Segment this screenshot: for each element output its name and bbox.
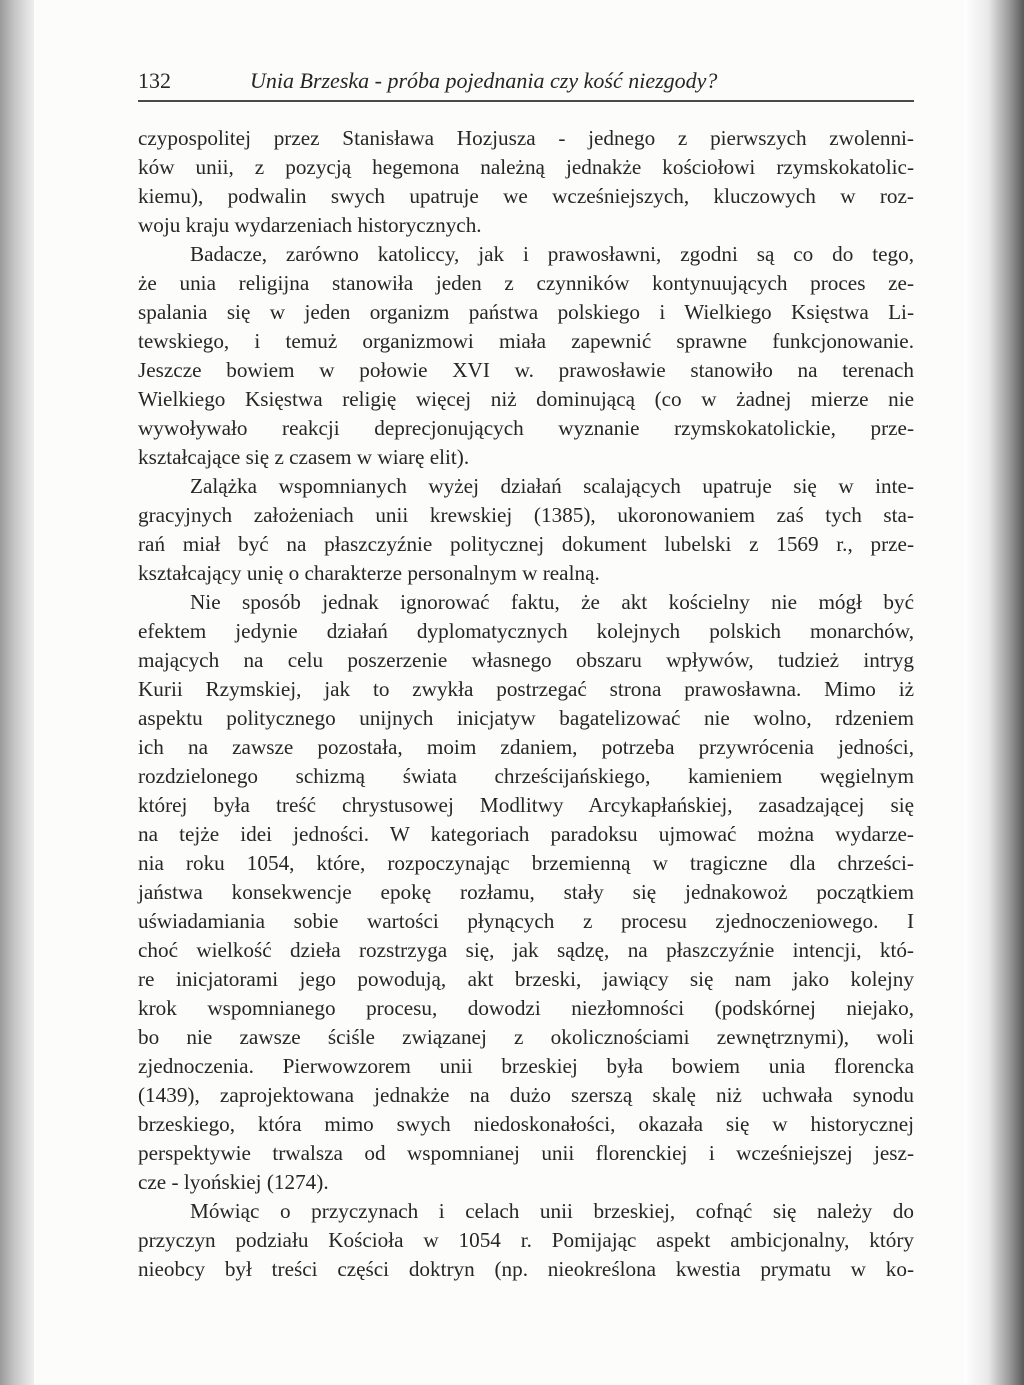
text-line: Zalążka wspomnianych wyżej działań scalających upatruje się w inte-	[190, 474, 914, 498]
text-line: której była treść chrystusowej Modlitwy Arcykapłańskiej, zasadzającej się	[138, 793, 914, 817]
text-line: kiemu), podwalin swych upatruje we wcześniejszych, kluczowych w roz-	[138, 184, 914, 208]
text-line: perspektywie trwalsza od wspomnianej unii florenckiej i wcześniejszej jesz-	[138, 1141, 914, 1165]
page-number: 132	[138, 68, 171, 93]
text-line: kształcający unię o charakterze personalnym w realną.	[138, 561, 600, 585]
page-edge-shadow-right	[964, 0, 1024, 1385]
text-line: spalania się w jeden organizm państwa polskiego i Wielkiego Księstwa Li-	[138, 300, 914, 324]
text-line: zjednoczenia. Pierwowzorem unii brzeskiej była bowiem unia florencka	[138, 1054, 914, 1078]
text-line: ich na zawsze pozostała, moim zdaniem, potrzeba przywrócenia jedności,	[138, 735, 914, 759]
text-line: gracyjnych założeniach unii krewskiej (1385), ukoronowaniem zaś tych sta-	[138, 503, 914, 527]
text-line: na tejże idei jedności. W kategoriach paradoksu ujmować można wydarze-	[138, 822, 914, 846]
text-line: przyczyn podziału Kościoła w 1054 r. Pomijając aspekt ambicjonalny, który	[138, 1228, 914, 1252]
text-line: wywoływało reakcji deprecjonujących wyznanie rzymskokatolickie, prze-	[138, 416, 914, 440]
binding-shadow-left	[0, 0, 34, 1385]
text-line: że unia religijna stanowiła jeden z czynników kontynuujących proces ze-	[138, 271, 914, 295]
text-line: kształcające się z czasem w wiarę elit).	[138, 445, 470, 469]
text-line: Kurii Rzymskiej, jak to zwykła postrzegać strona prawosławna. Mimo iż	[138, 677, 914, 701]
text-line: rań miał być na płaszczyźnie politycznej dokument lubelski z 1569 r., prze-	[138, 532, 914, 556]
text-line: jaństwa konsekwencje epokę rozłamu, stały się jednakowoż początkiem	[138, 880, 914, 904]
text-line: choć wielkość dzieła rozstrzyga się, jak sądzę, na płaszczyźnie intencji, któ-	[138, 938, 914, 962]
text-line: bo nie zawsze ściśle związanej z okolicznościami zewnętrznymi), woli	[138, 1025, 914, 1049]
text-line: brzeskiego, która mimo swych niedoskonałości, okazała się w historycznej	[138, 1112, 914, 1136]
text-line: tewskiego, i temuż organizmowi miała zapewnić sprawne funkcjonowanie.	[138, 329, 914, 353]
text-line: efektem jedynie działań dyplomatycznych kolejnych polskich monarchów,	[138, 619, 914, 643]
text-line: nieobcy był treści części doktryn (np. nieokreślona kwestia prymatu w ko-	[138, 1257, 914, 1281]
body-text	[138, 124, 914, 1284]
text-line: uświadamiania sobie wartości płynących z procesu zjednoczeniowego. I	[138, 909, 914, 933]
header-rule	[138, 100, 914, 102]
text-line: Nie sposób jednak ignorować faktu, że akt kościelny nie mógł być	[190, 590, 914, 614]
text-line: (1439), zaprojektowana jednakże na dużo szerszą skalę niż uchwała synodu	[138, 1083, 914, 1107]
text-line: re inicjatorami jego powodują, akt brzeski, jawiący się nam jako kolejny	[138, 967, 914, 991]
running-title: Unia Brzeska - próba pojednania czy kość niezgody?	[250, 68, 718, 93]
text-line: Jeszcze bowiem w połowie XVI w. prawosławie stanowiło na terenach	[138, 358, 914, 382]
text-line: cze - lyońskiej (1274).	[138, 1170, 329, 1194]
text-line: aspektu politycznego unijnych inicjatyw bagatelizować nie wolno, rdzeniem	[138, 706, 914, 730]
text-line: ków unii, z pozycją hegemona należną jednakże kościołowi rzymskokatolic-	[138, 155, 914, 179]
text-line: Mówiąc o przyczynach i celach unii brzeskiej, cofnąć się należy do	[190, 1199, 914, 1223]
text-line: nia roku 1054, które, rozpoczynając brzemienną w tragiczne dla chrześci-	[138, 851, 914, 875]
text-line: Badacze, zarówno katoliccy, jak i prawosławni, zgodni są co do tego,	[190, 242, 914, 266]
text-line: czypospolitej przez Stanisława Hozjusza - jednego z pierwszych zwolenni-	[138, 126, 914, 150]
text-line: rozdzielonego schizmą świata chrześcijańskiego, kamieniem węgielnym	[138, 764, 914, 788]
text-line: woju kraju wydarzeniach historycznych.	[138, 213, 482, 237]
running-header	[138, 66, 914, 96]
text-line: mających na celu poszerzenie własnego obszaru wpływów, tudzież intryg	[138, 648, 914, 672]
text-line: krok wspomnianego procesu, dowodzi niezłomności (podskórnej niejako,	[138, 996, 914, 1020]
text-line: Wielkiego Księstwa religię więcej niż dominującą (co w żadnej mierze nie	[138, 387, 914, 411]
